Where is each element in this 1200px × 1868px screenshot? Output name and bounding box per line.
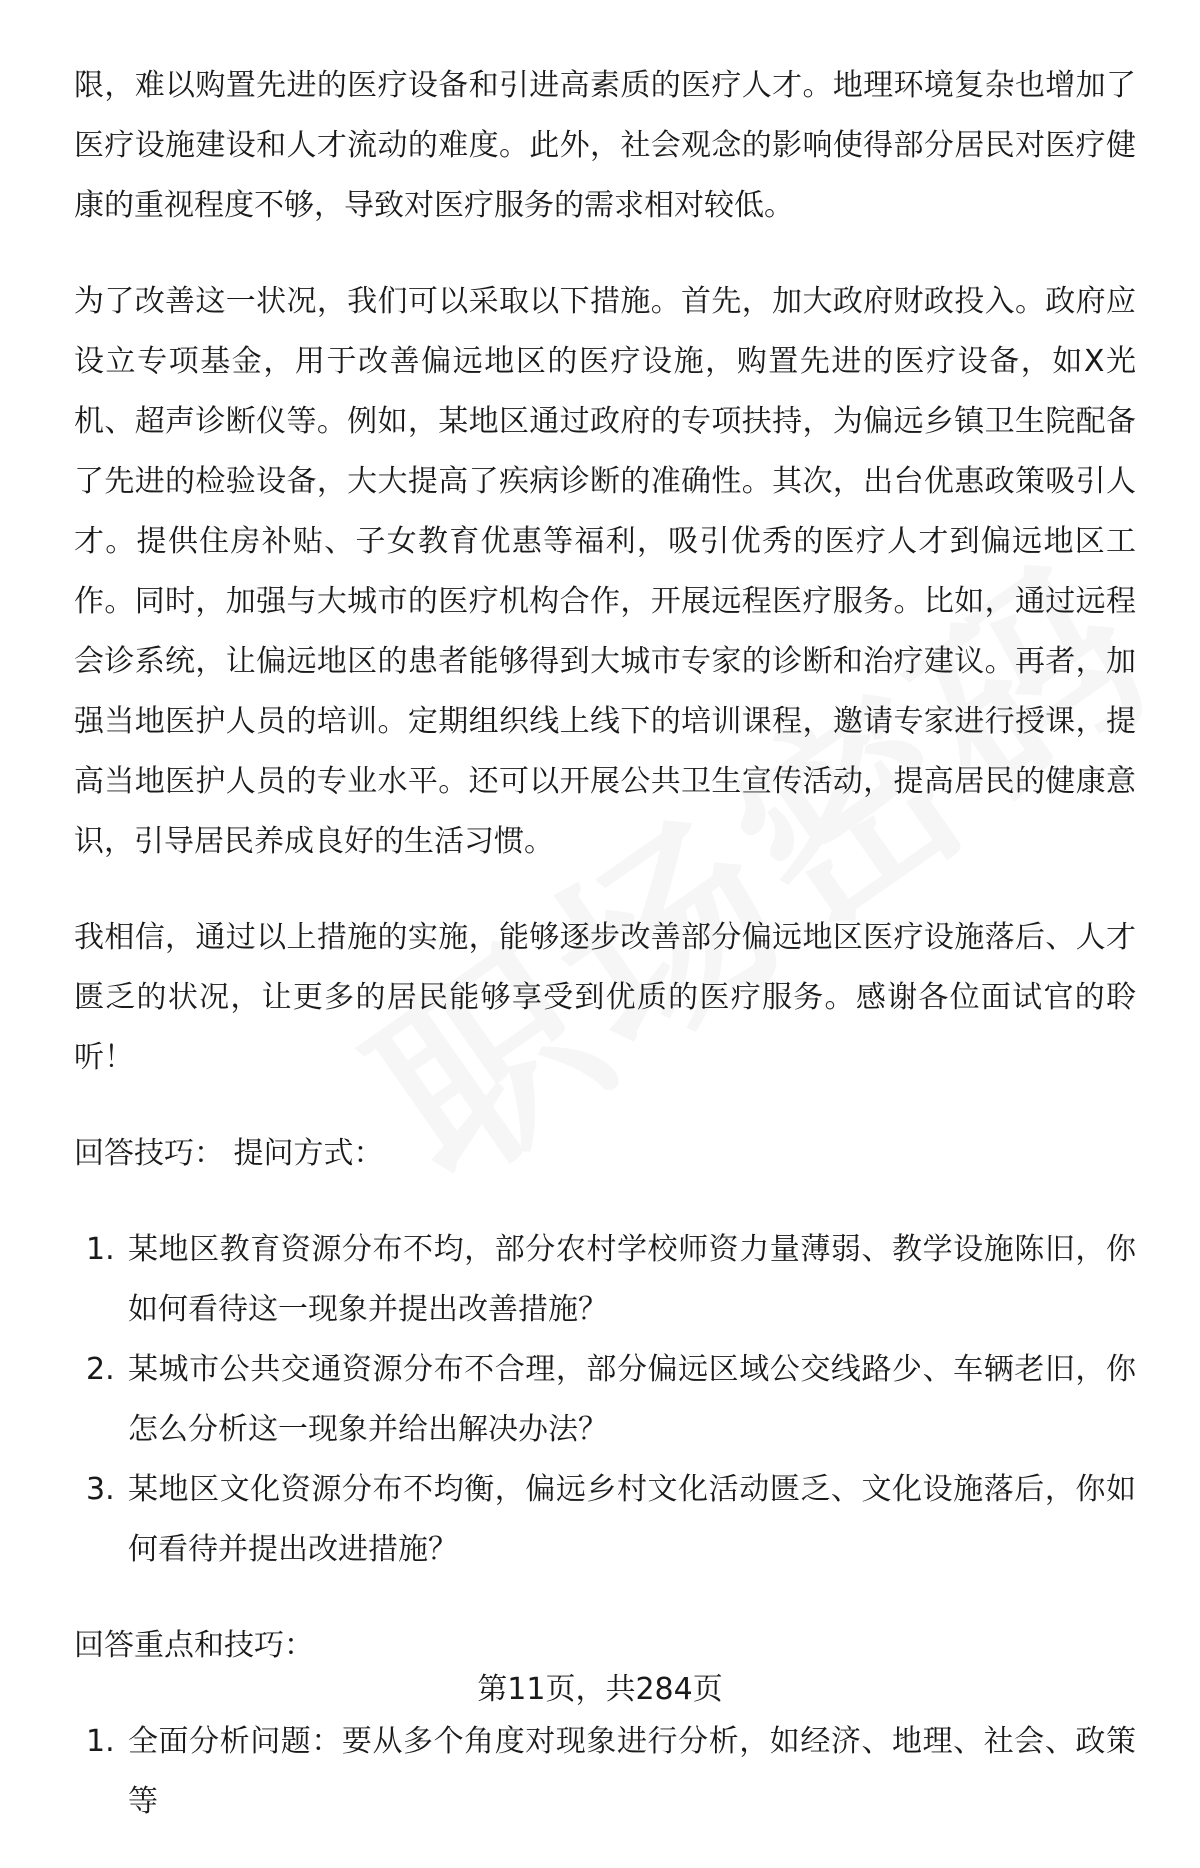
- list-item: [74, 1340, 1136, 1460]
- list-item-text: 某地区教育资源分布不均，部分农村学校师资力量薄弱、教学设施陈旧，你如何看待这一现象并提出改善措施？: [128, 1232, 1136, 1327]
- list-item-text: 全面分析问题：要从多个角度对现象进行分析，如经济、地理、社会、政策等: [128, 1724, 1136, 1819]
- list-item-number: 2.: [86, 1352, 115, 1387]
- section-heading-question-style: 回答技巧： 提问方式：: [74, 1136, 384, 1171]
- paragraph-2: 为了改善这一状况，我们可以采取以下措施。首先，加大政府财政投入。政府应设立专项基金，用于改善偏远地区的医疗设施，购置先进的医疗设备，如X光机、超声诊断仪等。例如，某地区通过政府的专项扶持，为偏远乡镇卫生院配备了先进的检验设备，大大提高了疾病诊断的准确性。其次，出台优惠政策吸引人才。提供住房补贴、子女教育优惠等福利，吸引优秀的医疗人才到偏远地区工作。同时，加强与大城市的医疗机构合作，开展远程医疗服务。比如，通过远程会诊系统，让偏远地区的患者能够得到大城市专家的诊断和治疗建议。再者，加强当地医护人员的培训。定期组织线上线下的培训课程，邀请专家进行授课，提高当地医护人员的专业水平。还可以开展公共卫生宣传活动，提高居民的健康意识，引导居民养成良好的生活习惯。: [74, 284, 1136, 859]
- paragraph-1: 限，难以购置先进的医疗设备和引进高素质的医疗人才。地理环境复杂也增加了医疗设施建设和人才流动的难度。此外，社会观念的影响使得部分居民对医疗健康的重视程度不够，导致对医疗服务的需求相对较低。: [74, 68, 1136, 223]
- section-heading-key-points: 回答重点和技巧：: [74, 1628, 314, 1663]
- document-body: [74, 56, 1136, 1868]
- list-item: [74, 1460, 1136, 1580]
- list-item-text: 某地区文化资源分布不均衡，偏远乡村文化活动匮乏、文化设施落后，你如何看待并提出改进措施？: [128, 1472, 1136, 1567]
- list-item: [74, 1220, 1136, 1340]
- list-item: [74, 1712, 1136, 1832]
- points-list: [74, 1712, 1136, 1832]
- question-list: [74, 1220, 1136, 1580]
- paragraph-3: 我相信，通过以上措施的实施，能够逐步改善部分偏远地区医疗设施落后、人才匮乏的状况，让更多的居民能够享受到优质的医疗服务。感谢各位面试官的聆听！: [74, 920, 1136, 1075]
- list-item-number: 1.: [86, 1724, 115, 1759]
- list-item-number: 3.: [86, 1472, 115, 1507]
- list-item-text: 某城市公共交通资源分布不合理，部分偏远区域公交线路少、车辆老旧，你怎么分析这一现象并给出解决办法？: [128, 1352, 1136, 1447]
- page-number-footer: 第11页，共284页: [477, 1672, 723, 1707]
- list-item-number: 1.: [86, 1232, 115, 1267]
